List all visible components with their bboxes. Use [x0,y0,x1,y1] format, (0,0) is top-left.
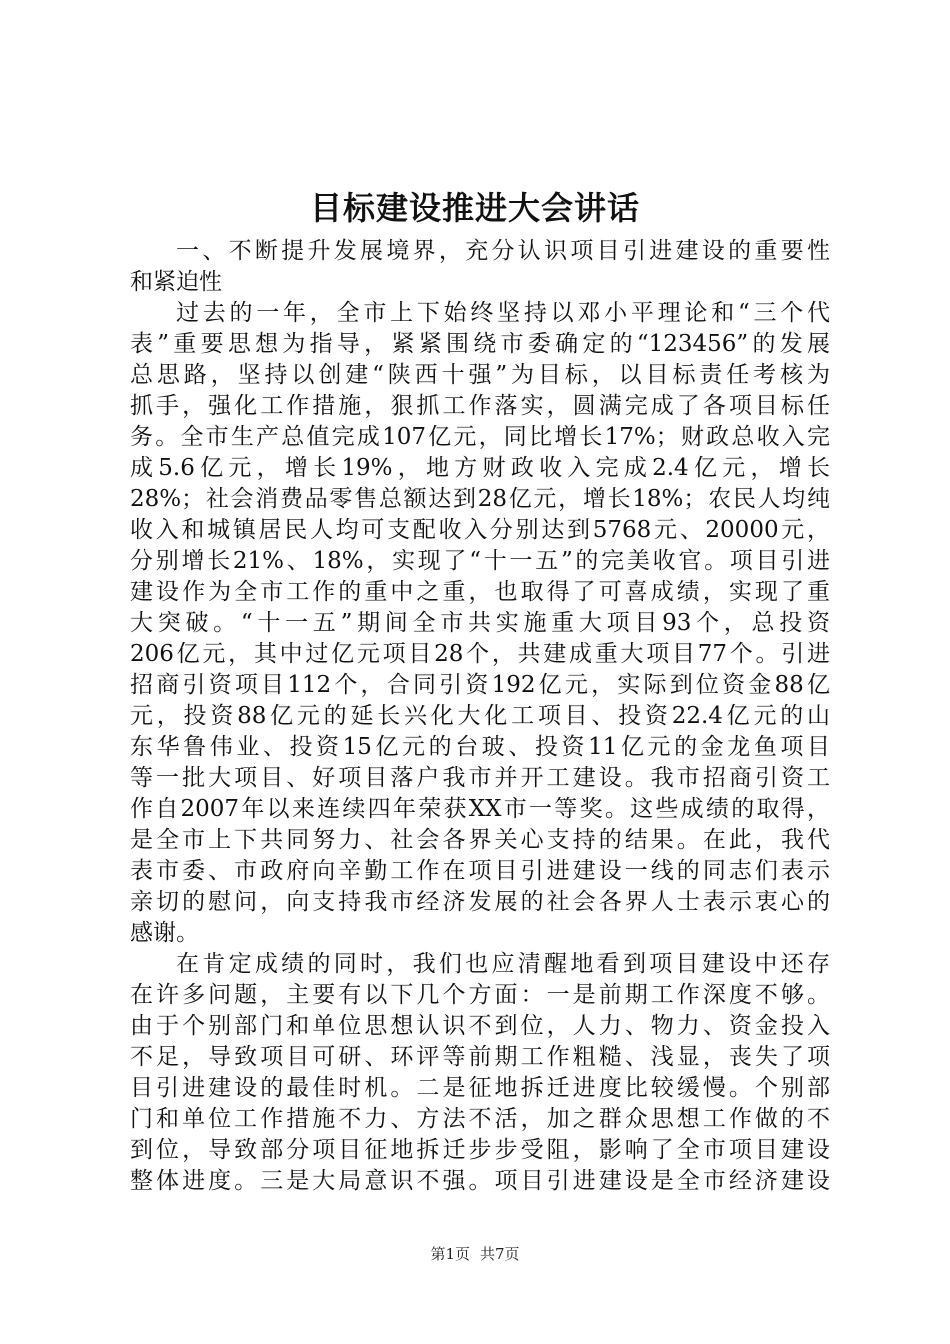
text-line: 东华鲁伟业、投资15亿元的台玻、投资11亿元的金龙鱼项目 [130,734,830,760]
text-line: 大突破。“十一五”期间全市共实施重大项目93个，总投资 [130,610,830,636]
text-line: 亲切的慰问，向支持我市经济发展的社会各界人士表示衷心的 [130,889,830,915]
page-number: 第1页 [430,1245,470,1263]
text-line: 在许多问题，主要有以下几个方面：一是前期工作深度不够。 [130,982,830,1008]
text-line: 分别增长21%、18%，实现了“十一五”的完美收官。项目引进 [130,548,830,574]
text-line: 整体进度。三是大局意识不强。项目引进建设是全市经济建设 [130,1168,830,1194]
text-line: 感谢。 [130,920,199,946]
text-line: 抓手，强化工作措施，狠抓工作落实，圆满完成了各项目标任 [130,393,830,419]
text-line: 表市委、市政府向辛勤工作在项目引进建设一线的同志们表示 [130,858,830,884]
paragraph [130,949,830,1197]
text-line: 元，投资88亿元的延长兴化大化工项目、投资22.4亿元的山 [130,703,830,729]
text-line: 是全市上下共同努力、社会各界关心支持的结果。在此，我代 [130,827,830,853]
text-line: 建设作为全市工作的重中之重，也取得了可喜成绩，实现了重 [130,579,830,605]
text-line: 作自2007年以来连续四年荣获XX市一等奖。这些成绩的取得， [130,796,830,822]
page-footer [0,1244,950,1264]
text-line: 务。全市生产总值完成107亿元，同比增长17%；财政总收入完 [130,424,830,450]
document-body [130,236,830,1197]
text-line: 收入和城镇居民人均可支配收入分别达到5768元、20000元， [130,517,830,543]
document-title: 目标建设推进大会讲话 [309,189,640,227]
text-line: 等一批大项目、好项目落户我市并开工建设。我市招商引资工 [130,765,830,791]
text-line: 206亿元，其中过亿元项目28个，共建成重大项目77个。引进 [130,641,830,667]
text-line: 不足，导致项目可研、环评等前期工作粗糙、浅显，丧失了项 [130,1044,830,1070]
text-line: 和紧迫性 [130,269,222,295]
text-line: 成5.6亿元，增长19%，地方财政收入完成2.4亿元，增长 [130,455,830,481]
text-line: 28%；社会消费品零售总额达到28亿元，增长18%；农民人均纯 [130,486,830,512]
paragraph [130,236,830,298]
text-line: 由于个别部门和单位思想认识不到位，人力、物力、资金投入 [130,1013,830,1039]
text-line: 表”重要思想为指导，紧紧围绕市委确定的“123456”的发展 [130,331,830,357]
text-line: 招商引资项目112个，合同引资192亿元，实际到位资金88亿 [130,672,830,698]
text-line: 门和单位工作措施不力、方法不活，加之群众思想工作做的不 [130,1106,830,1132]
text-line: 在肯定成绩的同时，我们也应清醒地看到项目建设中还存 [176,951,830,977]
text-line: 过去的一年，全市上下始终坚持以邓小平理论和“三个代 [176,300,830,326]
text-line: 一、不断提升发展境界，充分认识项目引进建设的重要性 [176,238,830,264]
text-line: 总思路，坚持以创建“陕西十强”为目标，以目标责任考核为 [130,362,830,388]
paragraph [130,298,830,949]
text-line: 到位，导致部分项目征地拆迁步步受阻，影响了全市项目建设 [130,1137,830,1163]
total-pages: 共7页 [480,1245,520,1263]
text-line: 目引进建设的最佳时机。二是征地拆迁进度比较缓慢。个别部 [130,1075,830,1101]
